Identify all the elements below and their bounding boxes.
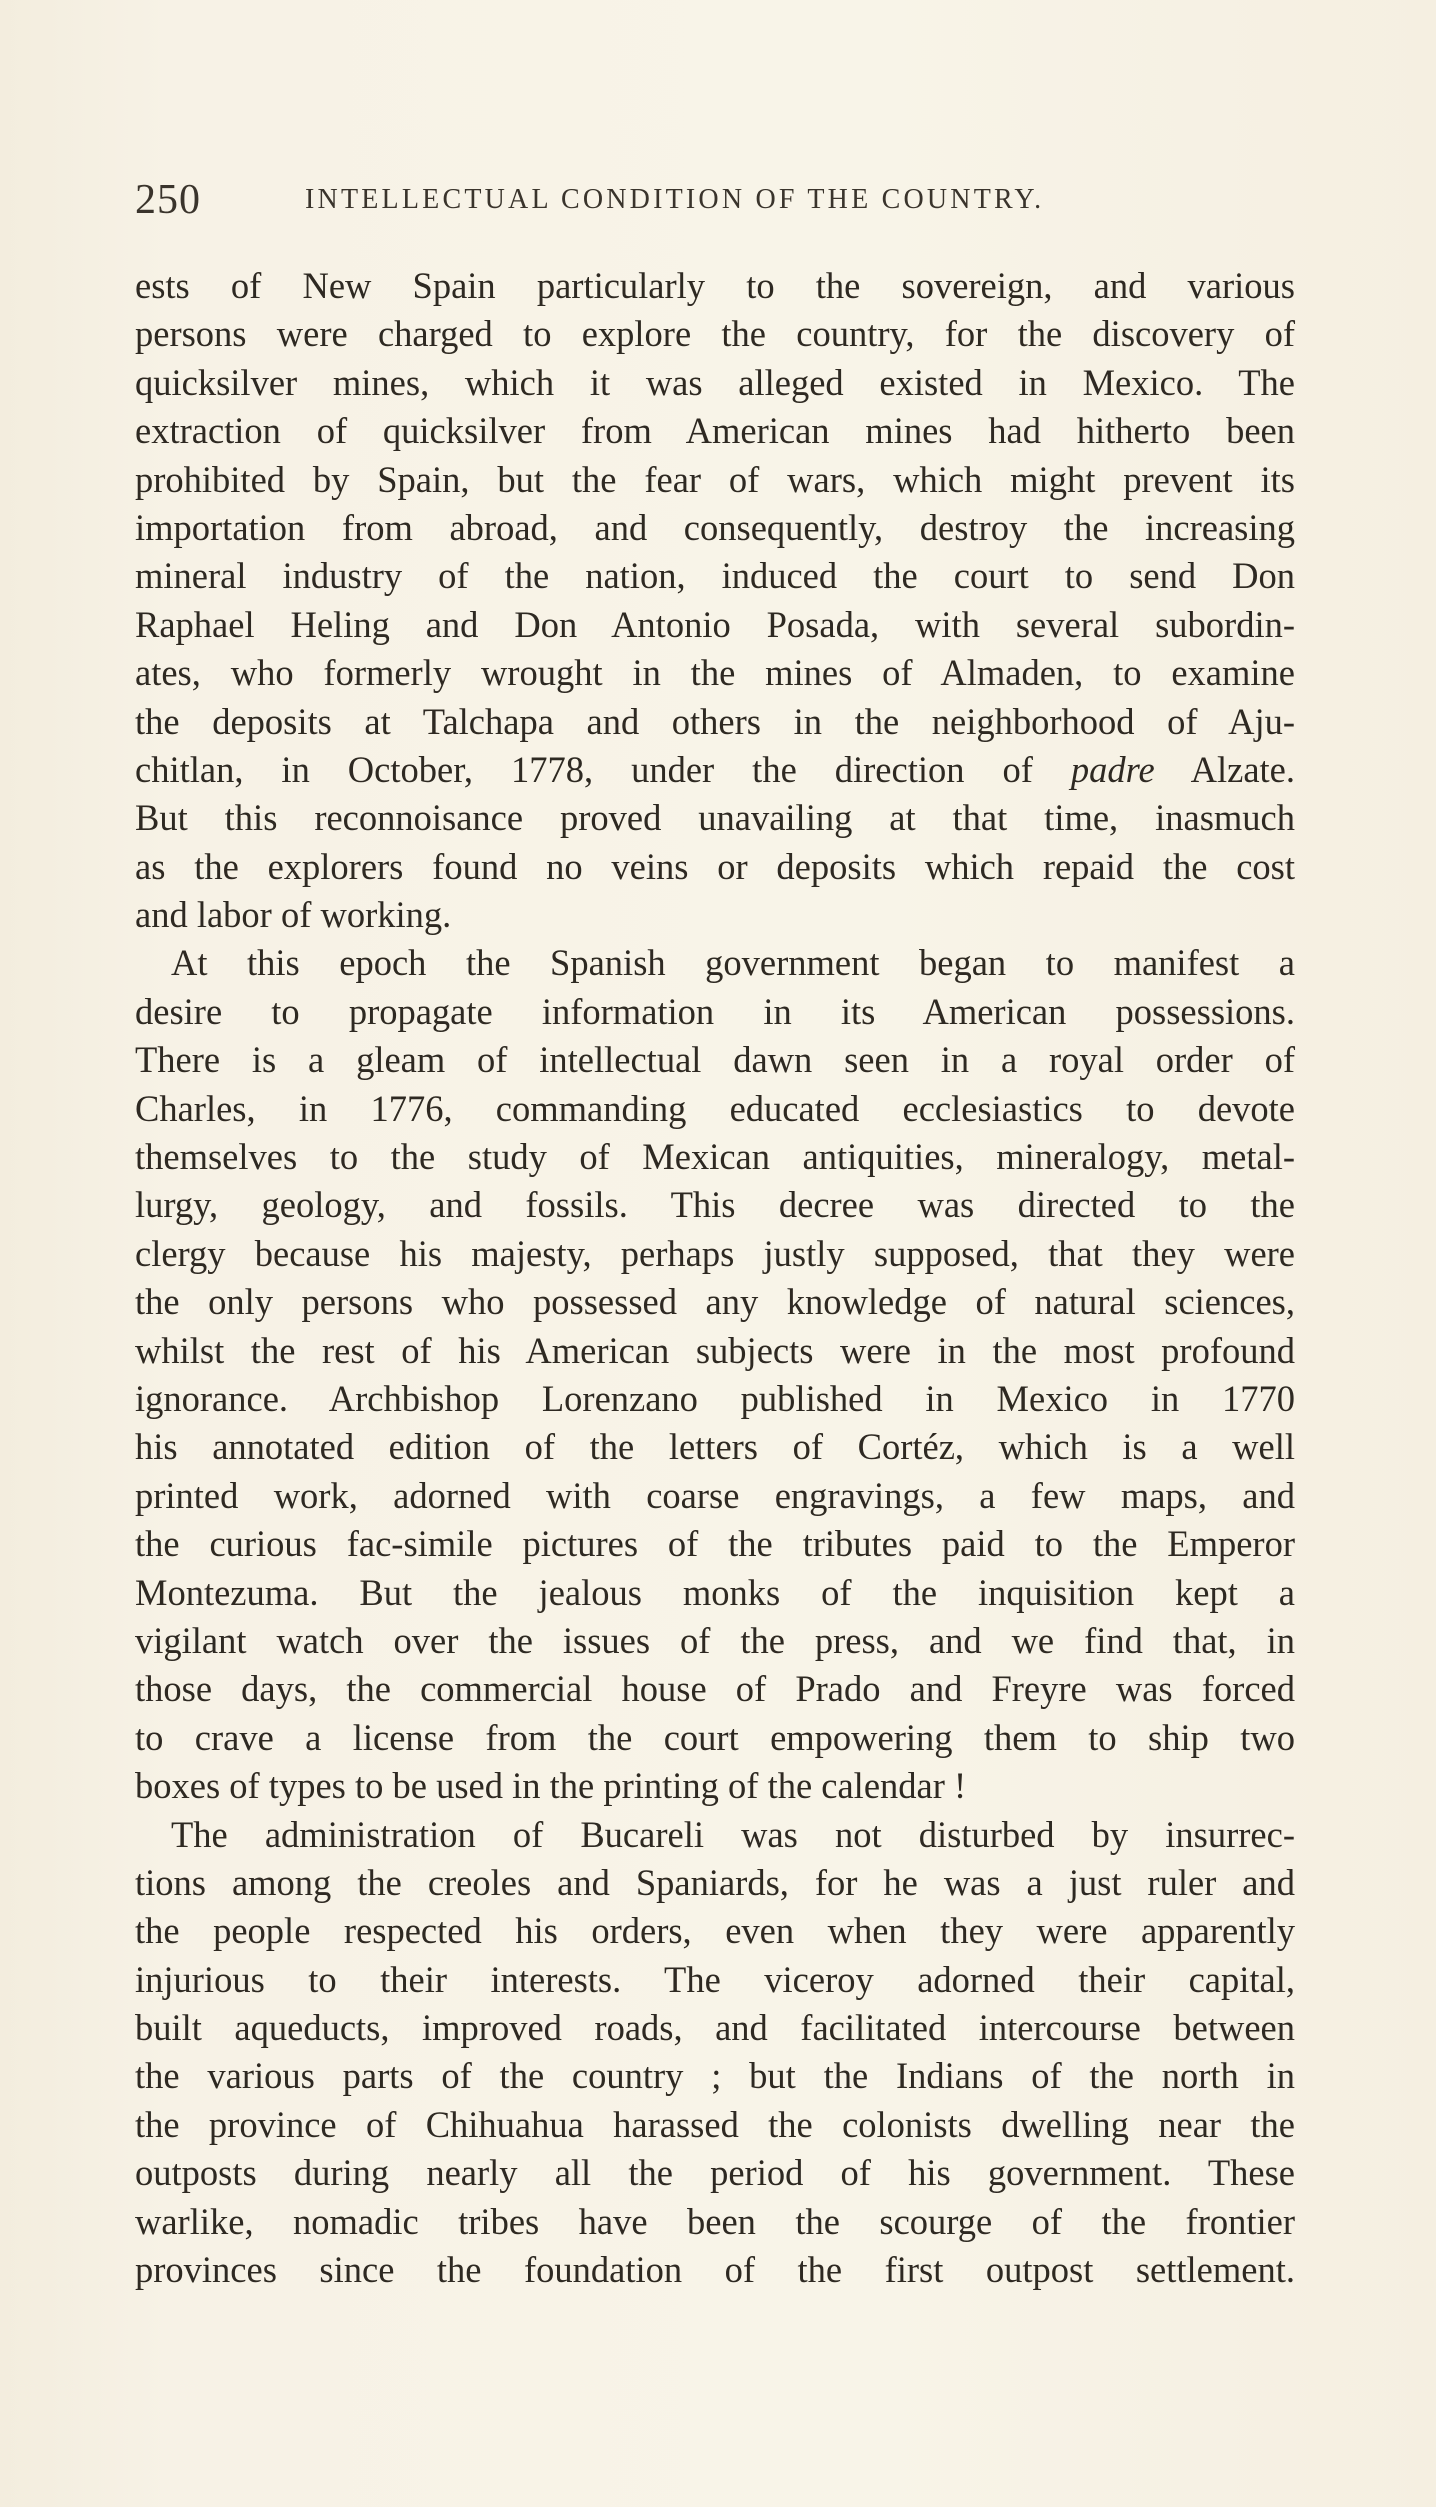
text-line: vigilant watch over the issues of the press, and we find that, in — [135, 1619, 1295, 1661]
text-line: importation from abroad, and consequently, destroy the increasing — [135, 506, 1295, 548]
text-line: desire to propagate information in its American possessions. — [135, 990, 1295, 1032]
text-line: clergy because his majesty, perhaps justly supposed, that they were — [135, 1232, 1295, 1274]
text-line: quicksilver mines, which it was alleged existed in Mexico. The — [135, 361, 1295, 403]
text-line: The administration of Bucareli was not disturbed by insurrec- — [171, 1813, 1295, 1855]
text-line: built aqueducts, improved roads, and facilitated intercourse between — [135, 2007, 1295, 2049]
text-line: printed work, adorned with coarse engravings, a few maps, and — [135, 1474, 1295, 1516]
running-head — [135, 176, 1315, 226]
text-line: lurgy, geology, and fossils. This decree was directed to the — [135, 1184, 1295, 1226]
page-number: 250 — [135, 177, 201, 223]
text-line: themselves to the study of Mexican antiquities, mineralogy, metal- — [135, 1136, 1295, 1178]
text-line: and labor of working. — [135, 894, 452, 936]
text-line: the only persons who possessed any knowledge of natural sciences, — [135, 1281, 1295, 1323]
text-line: those days, the commercial house of Prado and Freyre was forced — [135, 1668, 1295, 1710]
text-line: his annotated edition of the letters of Cortéz, which is a well — [135, 1426, 1295, 1468]
text-line: injurious to their interests. The viceroy adorned their capital, — [135, 1958, 1295, 2000]
text-line: whilst the rest of his American subjects were in the most profound — [135, 1329, 1295, 1371]
text-line: extraction of quicksilver from American mines had hitherto been — [135, 410, 1295, 452]
text-line: Raphael Heling and Don Antonio Posada, with several subordin- — [135, 603, 1295, 645]
text-line: tions among the creoles and Spaniards, for he was a just ruler and — [135, 1861, 1295, 1903]
text-line: ates, who formerly wrought in the mines of Almaden, to examine — [135, 652, 1295, 694]
text-line: Montezuma. But the jealous monks of the inquisition kept a — [135, 1571, 1295, 1613]
text-line: boxes of types to be used in the printing of the calendar ! — [135, 1765, 967, 1807]
text-line: prohibited by Spain, but the fear of wars, which might prevent its — [135, 458, 1295, 500]
text-line: provinces since the foundation of the first outpost settlement. — [135, 2249, 1295, 2291]
running-title: INTELLECTUAL CONDITION OF THE COUNTRY. — [305, 184, 1045, 215]
text-line: the people respected his orders, even when they were apparently — [135, 1910, 1295, 1952]
text-line: the province of Chihuahua harassed the colonists dwelling near the — [135, 2103, 1295, 2145]
text-line: to crave a license from the court empowering them to ship two — [135, 1716, 1295, 1758]
text-line: At this epoch the Spanish government began to manifest a — [171, 942, 1295, 984]
text-line: ignorance. Archbishop Lorenzano published in Mexico in 1770 — [135, 1377, 1295, 1419]
text-line: as the explorers found no veins or deposits which repaid the cost — [135, 845, 1295, 887]
text-line: ests of New Spain particularly to the sovereign, and various — [135, 265, 1295, 306]
text-line: the various parts of the country ; but the Indians of the north in — [135, 2055, 1295, 2097]
text-line: persons were charged to explore the country, for the discovery of — [135, 313, 1295, 355]
text-line: outposts during nearly all the period of his government. These — [135, 2152, 1295, 2194]
text-line: the deposits at Talchapa and others in the neighborhood of Aju- — [135, 700, 1295, 742]
text-line: But this reconnoisance proved unavailing at that time, inasmuch — [135, 797, 1295, 839]
text-line: mineral industry of the nation, induced the court to send Don — [135, 555, 1295, 597]
text-line: There is a gleam of intellectual dawn seen in a royal order of — [135, 1039, 1295, 1081]
text-line: warlike, nomadic tribes have been the scourge of the frontier — [135, 2200, 1295, 2242]
body-text — [135, 262, 1295, 2294]
text-line: Charles, in 1776, commanding educated ecclesiastics to devote — [135, 1087, 1295, 1129]
text-line: chitlan, in October, 1778, under the direction of padre Alzate. — [135, 748, 1296, 790]
text-line: the curious fac-simile pictures of the tributes paid to the Emperor — [135, 1523, 1295, 1565]
